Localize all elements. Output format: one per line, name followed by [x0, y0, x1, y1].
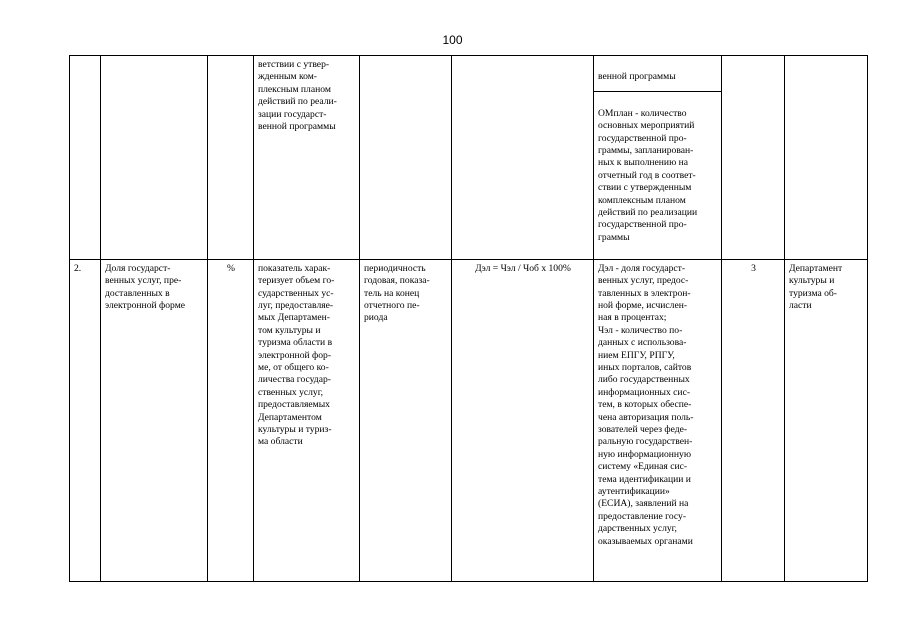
indicator-table: [69, 55, 868, 582]
cell-unit: [208, 56, 254, 260]
cell-definition: показатель харак- теризует объем го- сударственных ус- луг, предоставляе- мых Департамен- том культуры и туризма области в электронной фор- ме, от общего ко- личества государ- ственных услуг, предоставляемых Департаментом культуры и туриз- ма области: [254, 259, 360, 581]
table-row: [70, 259, 868, 581]
cell-variables: [594, 56, 722, 260]
cell-variables-top: венной программы: [594, 68, 721, 92]
cell-indicator-name: [101, 56, 208, 260]
cell-formula: Дэл = Чэл / Чоб х 100%: [452, 259, 594, 581]
cell-number: 2.: [70, 259, 101, 581]
cell-definition: ветствии с утвер- жденным ком- плексным планом действий по реали- зации государст- венной программы: [254, 56, 360, 260]
cell-responsible: [785, 56, 868, 260]
cell-formula: [452, 56, 594, 260]
cell-periodicity: [360, 56, 452, 260]
page-number: 100: [442, 33, 463, 47]
cell-basic-indicators: 3: [722, 259, 785, 581]
cell-variables-bottom: ОМплан - количество основных мероприятий государственной про- граммы, запланирован- ных к выполнению на отчетный год в соответ- ствии с утвержденным комплексным планом действий по реализации государственной про- граммы: [598, 107, 698, 243]
cell-unit: %: [208, 259, 254, 581]
cell-variables: Дэл - доля государст- венных услуг, предос- тавленных в электрон- ной форме, исчислен- ная в процентах; Чэл - количество по- данных с использова- нием ЕПГУ, РПГУ, иных порталов, сайтов либо государственных информационных сис- тем, в которых обеспе- чена авторизация поль- зователей через феде- ральную государствен- ную информационную систему «Единая сис- тема идентификации и аутентификации» (ЕСИА), заявлений на предоставление госу- дарственных услуг, оказываемых органами: [594, 259, 722, 581]
cell-basic-indicators: [722, 56, 785, 260]
cell-number: [70, 56, 101, 260]
cell-indicator-name: Доля государст- венных услуг, пре- доставленных в электронной форме: [101, 259, 208, 581]
cell-periodicity: периодичность годовая, показа- тель на конец отчетного пе- риода: [360, 259, 452, 581]
cell-responsible: Департамент культуры и туризма об- ласти: [785, 259, 868, 581]
table-row: [70, 56, 868, 260]
